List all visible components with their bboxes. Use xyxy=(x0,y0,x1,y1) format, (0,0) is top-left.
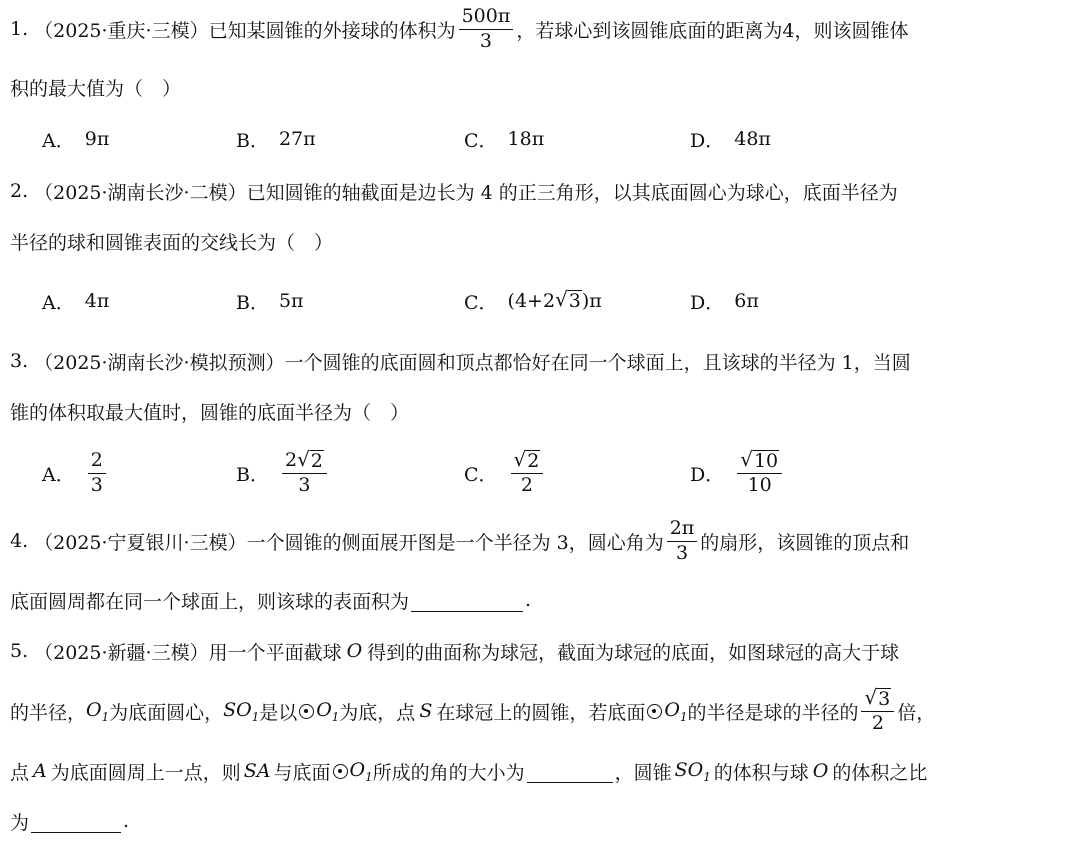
question-1-options xyxy=(0,110,1080,168)
fraction-denominator: 3 xyxy=(298,474,311,497)
radical-sign: √ xyxy=(740,446,753,471)
circle-dot-icon xyxy=(647,704,662,719)
symbol-A: A xyxy=(33,760,47,782)
radical-sign: √ xyxy=(864,684,878,709)
question-1-option-d[interactable] xyxy=(690,110,771,168)
question-4-source: （2025·宁夏银川·三模） xyxy=(34,531,247,554)
radical-sign: √ xyxy=(513,446,527,471)
option-value-prefix: (4+2 xyxy=(507,290,556,312)
option-label: D． xyxy=(690,291,725,314)
question-3-option-b[interactable] xyxy=(236,444,330,502)
option-label: A． xyxy=(42,463,75,486)
question-2-option-d[interactable] xyxy=(690,272,759,330)
symbol-O: O xyxy=(346,640,363,662)
question-3-source: （2025·湖南长沙·模拟预测） xyxy=(34,351,285,374)
fraction-denominator: 3 xyxy=(90,473,103,496)
radical-sign: √ xyxy=(555,287,568,312)
question-1-text-a: 已知某圆锥的外接球的体积为 xyxy=(208,19,456,42)
question-2-option-b[interactable] xyxy=(236,272,304,330)
radical-sign: √ xyxy=(297,446,310,471)
question-2-line-2 xyxy=(10,218,1072,264)
question-1-text-line-2: 积的最大值为（ ） xyxy=(10,77,182,100)
option-label: D． xyxy=(690,129,725,152)
fraction-denominator: 10 xyxy=(747,474,772,497)
answer-blank[interactable] xyxy=(411,589,523,612)
option-value: 6π xyxy=(734,290,759,312)
symbol-letter: O xyxy=(86,698,102,721)
question-3-line-1 xyxy=(10,338,1072,384)
question-5-line-2 xyxy=(10,684,1072,735)
question-5-text: 为底，点 xyxy=(339,701,416,724)
question-2-options xyxy=(0,272,1080,330)
fraction-numerator: 2π xyxy=(667,519,698,542)
symbol-O1 xyxy=(350,759,373,784)
option-label: B． xyxy=(236,291,269,314)
question-5-text-b: 得到的曲面称为球冠，截面为球冠的底面，如图球冠的高大于球 xyxy=(367,641,900,664)
option-value: 18π xyxy=(507,128,545,150)
question-1-option-c[interactable] xyxy=(464,110,544,168)
option-fraction xyxy=(511,446,544,497)
question-3-number: 3. xyxy=(10,350,29,372)
sqrt-expression xyxy=(740,446,779,472)
option-label: B． xyxy=(236,463,269,486)
symbol-O1 xyxy=(316,699,339,724)
symbol-letter: O xyxy=(664,698,680,721)
fraction-numerator xyxy=(511,446,544,475)
symbol-letter: SO xyxy=(674,758,704,781)
question-4-line-1 xyxy=(10,518,1072,564)
sqrt-expression xyxy=(513,446,541,472)
fraction-numerator xyxy=(861,684,894,713)
option-fraction xyxy=(282,446,327,497)
option-label: A． xyxy=(42,291,75,314)
subscript: 1 xyxy=(101,709,110,724)
question-1-line-2 xyxy=(10,64,1072,110)
option-label: D． xyxy=(690,463,725,486)
fraction-denominator: 3 xyxy=(479,29,493,52)
question-5-text: 为底面圆周上一点，则 xyxy=(50,761,241,784)
radicand: 3 xyxy=(568,290,581,313)
question-2-option-a[interactable] xyxy=(42,272,109,330)
option-value: 27π xyxy=(278,128,316,150)
subscript: 1 xyxy=(703,769,711,784)
fraction-denominator: 3 xyxy=(675,541,689,564)
question-5-text: 所成的角的大小为 xyxy=(372,761,525,784)
circle-dot-icon xyxy=(333,764,348,779)
symbol-O: O xyxy=(812,760,829,782)
question-5-text: 的半径， xyxy=(10,701,87,724)
question-5-text: 倍， xyxy=(897,701,936,724)
question-5-text: 的体积之比 xyxy=(832,761,928,784)
question-4-line-2 xyxy=(10,577,1072,623)
radicand: 3 xyxy=(878,687,891,710)
question-3-options xyxy=(0,444,1080,502)
question-5-text-a: 用一个平面截球 xyxy=(208,641,342,664)
question-5-number: 5. xyxy=(10,640,29,662)
question-5-text: 的半径是球的半径的 xyxy=(687,701,859,724)
sqrt-expression xyxy=(555,287,582,313)
symbol-letter: SO xyxy=(223,698,252,721)
question-5-text: ，圆锥 xyxy=(614,761,672,784)
symbol-letter: O xyxy=(316,698,332,721)
symbol-S: S xyxy=(419,700,433,722)
sqrt-expression xyxy=(297,446,324,472)
question-4-text-a: 一个圆锥的侧面展开图是一个半径为 3，圆心角为 xyxy=(246,531,664,554)
symbol-SA: SA xyxy=(243,760,271,782)
question-5-source: （2025·新疆·三模） xyxy=(34,641,209,664)
option-value: 5π xyxy=(278,290,304,312)
sqrt-expression xyxy=(864,684,891,710)
question-4-fraction xyxy=(667,516,698,564)
circle-dot-icon xyxy=(299,704,314,719)
fraction-numerator: 2 xyxy=(88,451,106,474)
question-1-source: （2025·重庆·三模） xyxy=(34,19,209,42)
question-2-number: 2. xyxy=(10,180,29,202)
option-value: 4π xyxy=(84,290,110,312)
question-1-text-b: ，若球心到该圆锥底面的距离为4，则该圆锥体 xyxy=(516,19,909,42)
fraction-numerator xyxy=(737,446,782,475)
option-fraction xyxy=(88,448,106,496)
radicand: 2 xyxy=(310,449,323,472)
question-1-option-a[interactable] xyxy=(42,110,109,168)
answer-blank[interactable] xyxy=(527,760,613,783)
question-5-text: 与底面 xyxy=(273,761,331,784)
question-1-option-b[interactable] xyxy=(236,110,316,168)
question-2-option-c[interactable] xyxy=(464,272,602,330)
subscript: 1 xyxy=(331,709,340,724)
question-5-line-4 xyxy=(10,798,1072,844)
option-fraction xyxy=(737,446,782,497)
symbol-SO1 xyxy=(675,759,711,784)
coefficient: 2 xyxy=(284,448,298,471)
question-4-text-line-2: 底面圆周都在同一个球面上，则该球的表面积为 xyxy=(10,590,410,613)
question-1-number: 1. xyxy=(10,18,29,40)
option-label: B． xyxy=(236,129,269,152)
subscript: 1 xyxy=(365,769,373,784)
radicand: 2 xyxy=(527,449,540,472)
radicand: 10 xyxy=(753,449,779,472)
option-label: A． xyxy=(42,129,75,152)
fraction-numerator: 500π xyxy=(459,7,514,30)
option-label: C． xyxy=(464,463,498,486)
option-value-suffix: )π xyxy=(581,290,602,312)
question-2-line-1 xyxy=(10,168,1072,214)
question-2-source: （2025·湖南长沙·二模） xyxy=(34,181,247,204)
question-1-fraction xyxy=(459,4,514,52)
question-5-text: 在球冠上的圆锥，若底面 xyxy=(436,701,646,724)
question-5-end-period: . xyxy=(123,810,130,832)
fraction-denominator: 2 xyxy=(871,712,884,735)
question-5-line-1 xyxy=(10,628,1072,674)
answer-blank[interactable] xyxy=(31,810,121,833)
question-3-option-d[interactable] xyxy=(690,444,785,502)
option-value: 9π xyxy=(84,128,110,150)
question-3-line-2 xyxy=(10,388,1072,434)
question-5-text: 的体积与球 xyxy=(713,761,809,784)
symbol-letter: O xyxy=(349,758,366,781)
question-5-text: 是以 xyxy=(259,701,298,724)
subscript: 1 xyxy=(679,709,688,724)
question-4-number: 4. xyxy=(10,530,29,552)
symbol-O1 xyxy=(86,699,109,724)
option-value: 48π xyxy=(734,128,771,150)
question-2-text-a: 已知圆锥的轴截面是边长为 4 的正三角形，以其底面圆心为球心，底面半径为 xyxy=(246,181,898,204)
subscript: 1 xyxy=(251,709,260,724)
question-3-text-line-2: 锥的体积取最大值时，圆锥的底面半径为（ ） xyxy=(10,401,410,424)
question-3-option-a[interactable] xyxy=(42,444,109,502)
question-3-option-c[interactable] xyxy=(464,444,546,502)
question-5-fraction xyxy=(861,684,894,735)
question-2-text-line-2: 半径的球和圆锥表面的交线长为（ ） xyxy=(10,231,334,254)
option-label: C． xyxy=(464,291,498,314)
question-1-line-1 xyxy=(10,6,1072,52)
question-4-end-period: . xyxy=(525,589,532,611)
fraction-numerator xyxy=(282,446,327,475)
question-4-text-b: 的扇形，该圆锥的顶点和 xyxy=(700,531,910,554)
option-label: C． xyxy=(464,129,498,152)
question-5-text: 点 xyxy=(10,761,30,784)
question-5-text: 为底面圆心， xyxy=(109,701,224,724)
fraction-denominator: 2 xyxy=(520,474,533,497)
symbol-O1 xyxy=(664,699,687,724)
question-5-line-3 xyxy=(10,748,1072,794)
question-3-text-a: 一个圆锥的底面圆和顶点都恰好在同一个球面上，且该球的半径为 1，当圆 xyxy=(284,351,911,374)
question-5-text: 为 xyxy=(10,811,30,834)
symbol-SO1 xyxy=(223,699,259,724)
